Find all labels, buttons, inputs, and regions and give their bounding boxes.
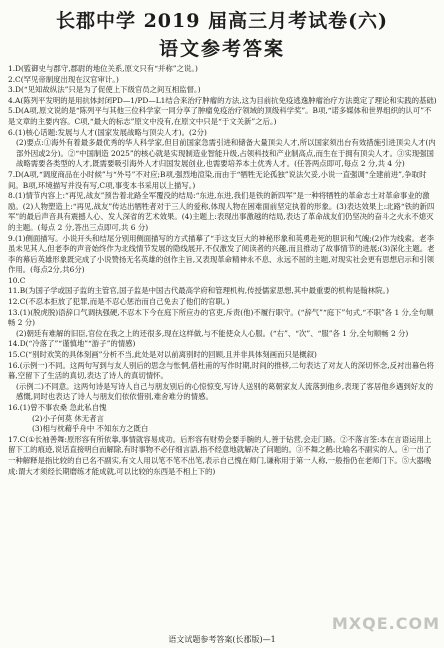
answer-line: 4.A(陈列平发明的是用抗体封闭PD—1/PD—L1结合来治疗肿瘤的方法,这为目前抗免疫逃逸肿瘤治疗方法奠定了理论和实践的基础) xyxy=(8,95,437,105)
answer-line: (2)小子何莫 休无者言 xyxy=(32,413,104,423)
answer-line: 16.(示例一)不同。这两句写到与友人别后的思念与怅惘,借杜甫的写作时期,时间的推移,二句表达了对友人的深切怀念,反衬出暮色将暮,空留下了生活的真切,表达了诗人的真切情怀。 xyxy=(8,360,435,381)
answer-line: 9.(1)侧面描写。小说开头和结尾分别用侧面描写的方式描摹了“手这支巨大的神秘形象和英勇赴死的胆识和气魄;(2)作为线索。老李虽未见其人,但老李的声音始终作为北线情节发展的隐线展开,不仅激发了阅读者的兴趣,而且推动了故事情节的进展;(3)深化主题。老李的幕后英雄形象既完成了小说赞扬无名英雄的创作主旨,又表现革命精神永不息、永远不屈的主题,对现实社会更有思想启示和引领作用。(每点2分,共6分) xyxy=(8,233,435,275)
watermark: MXQE.COM xyxy=(331,614,440,633)
answer-line: 12.C(不忍本拒放了犯罪,而是不忍心惩治而自己免去了他们的官职。) xyxy=(8,297,230,307)
answer-line: 5.D(A项,原文说的是“陈列平与其他三位科学家一同分享了肿瘤免疫治疗领域的顶级科学奖”。B项,“诺多媒体和世界组织的认可”不是文章的主要内容。C项,“最大的标志”原文中没有,在原文中只是“于文关新”之后。) xyxy=(8,106,432,126)
answer-line: 2.C(罕见帝制度出现在汉官审计。) xyxy=(8,74,119,84)
answer-line: 6.(1)核心话题:发展与人才(国家发展战略与顶尖人才)。(2分) xyxy=(8,127,207,137)
answer-line: (3)相与枕藉乎舟中 不知东方之既白 xyxy=(32,424,149,434)
answer-line: (示例二)不同意。这两句诗是写诗人自己与朋友别后的心惊惊变,写诗人送别的葛朝家友人流落到他乡,表现了客居他乡遇到好友的感慨,同时也表达了诗人与朋友们依依惜别,难舍难分的情感。 xyxy=(16,381,433,402)
answer-line: (2)要点:①海外有着最多最优秀的华人科学家,但目前国家急需引进和储备大量顶尖人才,所以国家须出台有效措施引进顶尖人才(内部外因或2分)。②“中国制造 2025”的核心就是实现制造业智能升级,占领科技和产业制高点,而生在于拥有顶尖人才。③实现强国战略需要各类型的人才,既需要吸引海外人才归国发展创业,也需要培养本土优秀人才。(任答两点即可,每点 2 分,共 4 分) xyxy=(16,138,436,169)
answer-line: 16.(1)曾不事农桑 急此私自愧 xyxy=(8,403,107,412)
answer-line: 15.C(“别时欢笑的具体刻画”分析不当,此处是对以前离别时的回顾,且并非具体刻画而只是概叙) xyxy=(8,350,317,360)
answer-line: (2)朝廷有难解的旧臣,官位在我之上的还很多,现在这样做,与不能使众人心服。(“右”、“次”、“服”各 1 分,全句顺畅 2 分) xyxy=(16,328,409,338)
answer-key-subtitle: 语文参考答案 xyxy=(158,38,285,60)
answer-line: 3.D(“见知故纵法”只是为了促使上下级官员之间互相监督。) xyxy=(8,85,201,95)
answer-line: 8.(1)情节内容上:“再见,战友”预告着北路全军覆没的结局:“东进,东进,我们是铁的新四军”是一种将牺牲的革命志士对革命事业的激励。(2)人物塑造上:“再见,战友”传达出牺牲者对于三人的爱称,体现人物在困难面前坚定执着的形象。(3)表达效果上:北路“铁的新四军”的最后声音具有震撼人心、发人深省的艺术效果。(4)主题上:表现出事激越的结局,表达了革命战友们仍坚决的奋斗之火永不熄灭的主题。(每点 2 分,答出三点即可,共 6 分) xyxy=(8,191,435,232)
page-footer: 语文试题参考答案(长郡版)—1 xyxy=(168,635,276,644)
answer-line: 11.B(为国子学或国子监的主管官,国子监是中国古代最高学府和管理机构,传授儒家思想,其中最重要的机构是翰林院。) xyxy=(8,286,390,296)
answer-line: 7.D(A项,“调度商品在小时候”与“外号”不对应;B项,强烈地渲染,而由于“牺牲无论孤独”说法欠妥,小说一直强调“全建前进”,争取时间。B项,环境描写并没有写,C项,事变本书采用以上描写。) xyxy=(8,169,427,190)
answer-line: 17.C(①长袖善舞:原形容有所依靠,事情就容易成功。后形容有财势会要手腕的人,善于钻营,会走门路。②不落言筌:本在言语运用上留下工的痕迹,说话直接明白而解除,有时事物不必仔细言語,指不经意地就解决了问题的。③不舞之鹤:比喻名不副实的人。④一出了一种解释是指比较的自已名不副实,有文人用以笔不笔不出笔,表示自己愧在师门,谦称用于第一人称,一般指仍在老师门下。⑤大器晚成:谓大才须经长期磨练才能成就,可以比较的东西是不相上下的) xyxy=(8,434,432,476)
answer-line: 14.D(“冷落了”“谨慎地”“游子”的情感) xyxy=(8,339,136,349)
answer-line: 1.D(監御史与郡守,郡尉的地位关系,原文只有“并称”之说。) xyxy=(8,64,198,73)
answer-body xyxy=(8,64,438,632)
answer-line: 10.C xyxy=(8,275,26,285)
answer-line: 13.(1)(脱虎脱)语辞口气调执强硬,不忍木下今在庭下所应办的官吏,斥责(他)不履行职守。(“辞气”“庭下”句式,“不职”各 1 分,全句顺畅 2 分) xyxy=(8,307,434,328)
exam-title: 长郡中学 2019 届高三月考试卷(六) xyxy=(55,10,389,32)
